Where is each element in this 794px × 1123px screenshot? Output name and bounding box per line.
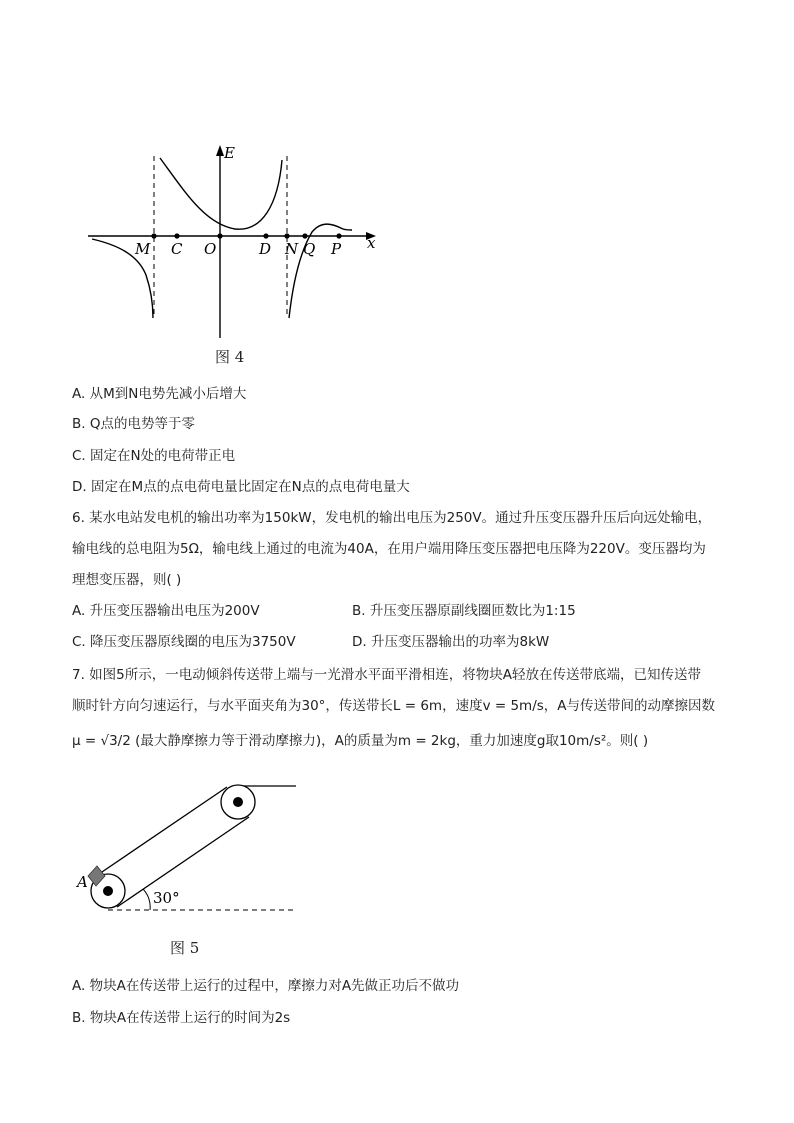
q6-option-b: B. 升压变压器原副线圈匝数比为1:15 [352,603,576,619]
figure-4-caption: 图 4 [215,348,245,366]
point-label-c: C [171,240,183,258]
point-n-dot [284,233,289,238]
point-d-dot [263,233,268,238]
point-label-o: O [204,240,217,258]
q7-option-a: A. 物块A在传送带上运行的过程中，摩擦力对A先做正功后不做功 [72,978,460,994]
angle-arc [143,889,150,910]
q6-stem-line-3: 理想变压器，则( ) [72,572,182,588]
belt-upper [99,787,227,874]
curve-right [289,224,352,318]
figure-5-caption: 图 5 [170,939,200,957]
angle-label: 30° [153,889,180,907]
point-p-dot [336,233,341,238]
q6-stem-line-1: 6. 某水电站发电机的输出功率为150kW，发电机的输出电压为250V。通过升压变压器升压后向远处输电， [72,510,712,526]
point-label-m: M [135,240,151,258]
bottom-roller-hub [103,886,113,896]
figure-5-conveyor [0,770,794,950]
point-c-dot [174,233,179,238]
q5-option-a: A. 从M到N电势先减小后增大 [72,386,247,402]
q7-stem-line-2: 顺时针方向匀速运行，与水平面夹角为30°，传送带长L = 6m，速度v = 5m/s，A与传送带间的动摩擦因数 [72,698,716,714]
y-axis-arrow [216,145,224,156]
q6-option-d: D. 升压变压器输出的功率为8kW [352,634,550,650]
q6-option-c: C. 降压变压器原线圈的电压为3750V [72,634,296,650]
point-label-d: D [259,240,272,258]
axis-label-e: E [224,144,235,162]
belt-lower [117,817,249,907]
axis-label-x: x [367,234,376,252]
q6-stem-line-2: 输电线的总电阻为5Ω，输电线上通过的电流为40A，在用户端用降压变压器把电压降为220V。变压器均为 [72,541,706,557]
curve-middle [160,158,282,229]
point-m-dot [151,233,156,238]
q7-option-b: B. 物块A在传送带上运行的时间为2s [72,1010,291,1026]
point-label-n: N [285,240,299,258]
q7-stem-line-3: μ = √3/2 (最大静摩擦力等于滑动摩擦力)，A的质量为m = 2kg，重力加速度g取10m/s²。则( ) [72,733,649,749]
point-label-q: Q [303,240,316,258]
q6-option-a: A. 升压变压器输出电压为200V [72,603,260,619]
q7-stem-line-1: 7. 如图5所示，一电动倾斜传送带上端与一光滑水平面平滑相连，将物块A轻放在传送带底端，已知传送带 [72,667,701,683]
point-o-dot [217,233,222,238]
figure-4-graph [0,0,794,360]
block-a-label: A [77,873,88,891]
q5-option-d: D. 固定在M点的点电荷电量比固定在N点的点电荷电量大 [72,479,410,495]
top-roller-hub [233,797,243,807]
q5-option-c: C. 固定在N处的电荷带正电 [72,448,236,464]
point-label-p: P [331,240,342,258]
q5-option-b: B. Q点的电势等于零 [72,416,195,432]
point-q-dot [302,233,307,238]
